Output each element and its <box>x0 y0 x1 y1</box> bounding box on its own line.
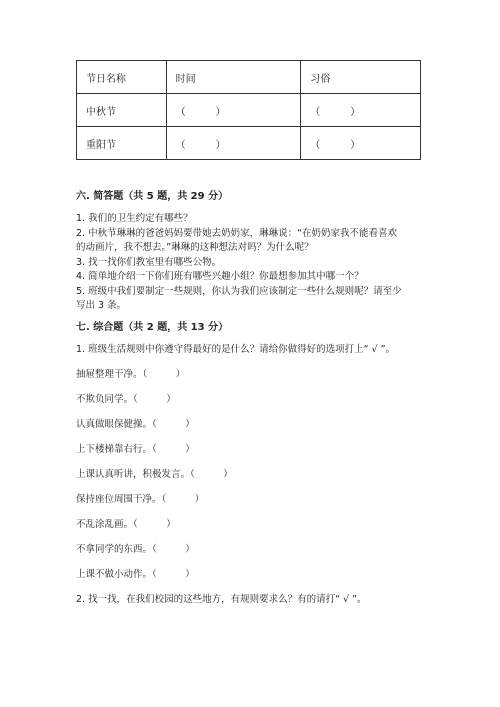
question-6-5-line1: 5. 班级中我们要制定一些规则，你认为我们应该制定一些什么规则呢？请至少 <box>76 286 402 297</box>
table-row <box>77 94 421 127</box>
option-item[interactable]: 保持座位周围干净。（ ） <box>76 494 205 505</box>
option-item[interactable]: 上下楼梯靠右行。（ ） <box>76 444 195 455</box>
header-festival-name: 节日名称 <box>77 61 167 94</box>
section7-title: 七. 综合题（共 2 题，共 13 分） <box>76 322 229 333</box>
option-item[interactable]: 抽屉整理干净。（ ） <box>76 369 186 380</box>
custom-answer-cell[interactable]: （ ） <box>301 127 421 160</box>
festival-name-cell: 重阳节 <box>77 127 167 160</box>
question-6-2-line2: 的动画片，我不想去。”琳琳的这种想法对吗？为什么呢？ <box>76 242 314 253</box>
option-item[interactable]: 不欺负同学。（ ） <box>76 394 176 405</box>
option-item[interactable]: 上课不做小动作。（ ） <box>76 569 195 580</box>
question-7-2: 2. 找一找，在我们校园的这些地方，有规则要求么？有的请打“ √ ”。 <box>76 594 367 605</box>
time-answer-cell[interactable]: （ ） <box>166 94 301 127</box>
festival-table <box>76 60 421 160</box>
section6-title: 六. 简答题（共 5 题，共 29 分） <box>76 191 229 202</box>
option-item[interactable]: 不拿同学的东西。（ ） <box>76 544 195 555</box>
question-7-1: 1. 班级生活规则中你遵守得最好的是什么？请给你做得好的选项打上“ √ ”。 <box>76 344 396 355</box>
time-answer-cell[interactable]: （ ） <box>166 127 301 160</box>
option-item[interactable]: 认真做眼保健操。（ ） <box>76 419 195 430</box>
header-time: 时间 <box>166 61 301 94</box>
table-header-row <box>77 61 421 94</box>
question-6-5-line2: 写出 3 条。 <box>76 300 127 311</box>
option-item[interactable]: 不乱涂乱画。（ ） <box>76 519 176 530</box>
question-6-4: 4. 简单地介绍一下你们班有哪些兴趣小组？你最想参加其中哪一个？ <box>76 271 364 282</box>
question-6-1: 1. 我们的卫生约定有哪些？ <box>76 213 193 224</box>
question-6-3: 3. 找一找你们教室里有哪些公物。 <box>76 257 222 268</box>
festival-table-container <box>76 60 421 160</box>
option-item[interactable]: 上课认真听讲，积极发言。（ ） <box>76 469 233 480</box>
custom-answer-cell[interactable]: （ ） <box>301 94 421 127</box>
table-row <box>77 127 421 160</box>
festival-name-cell: 中秋节 <box>77 94 167 127</box>
question-6-2-line1: 2. 中秋节琳琳的爸爸妈妈要带她去奶奶家，琳琳说：“在奶奶家我不能看喜欢 <box>76 228 398 239</box>
header-custom: 习俗 <box>301 61 421 94</box>
